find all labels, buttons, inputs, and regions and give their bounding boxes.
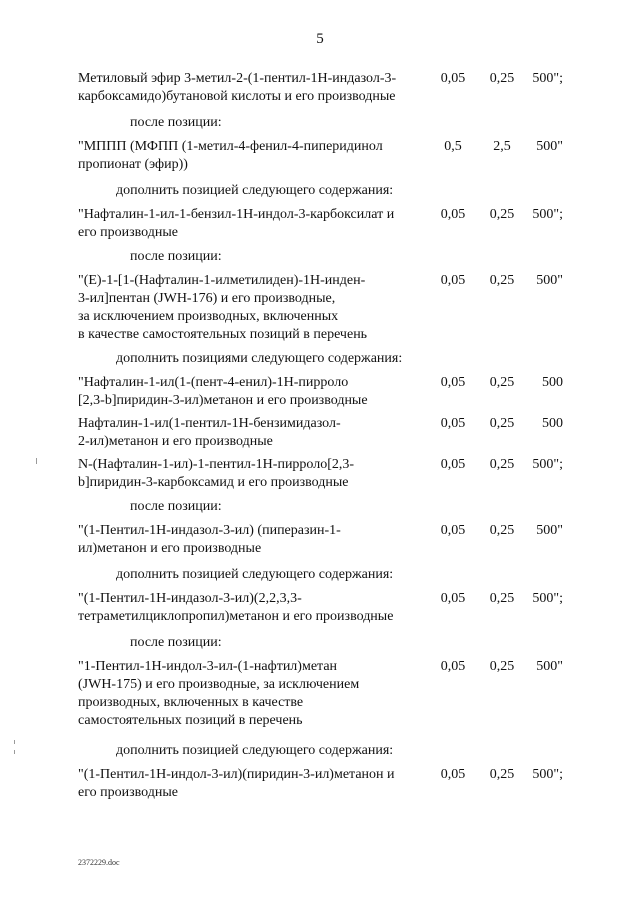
value-3: 500"; — [532, 767, 563, 782]
page-number: 5 — [316, 31, 324, 47]
instruction-text: после позиции: — [130, 249, 222, 264]
value-1: 0,05 — [440, 767, 466, 782]
value-3: 500" — [536, 523, 563, 538]
value-1: 0,05 — [440, 207, 466, 222]
value-2: 0,25 — [489, 375, 515, 390]
value-2: 0,25 — [489, 273, 515, 288]
value-3: 500" — [536, 659, 563, 674]
value-2: 0,25 — [489, 767, 515, 782]
value-1: 0,05 — [440, 375, 466, 390]
scan-mark — [36, 458, 37, 464]
value-3: 500"; — [532, 591, 563, 606]
value-2: 0,25 — [489, 207, 515, 222]
value-1: 0,05 — [440, 659, 466, 674]
value-1: 0,05 — [440, 416, 466, 431]
instruction-text: дополнить позицией следующего содержания: — [116, 743, 394, 758]
value-1: 0,05 — [440, 523, 466, 538]
substance-name: "1-Пентил-1Н-индол-3-ил-(1-нафтил)метан (JWH-175) и его производные, за исключением производных, включенных в качестве самостоятельных позиций в перечень — [78, 659, 360, 728]
value-3: 500" — [536, 273, 563, 288]
value-3: 500 — [542, 375, 563, 390]
value-3: 500"; — [532, 207, 563, 222]
value-2: 0,25 — [489, 457, 515, 472]
instruction-text: после позиции: — [130, 635, 222, 650]
scan-mark — [14, 740, 15, 744]
value-2: 0,25 — [489, 659, 515, 674]
value-3: 500" — [536, 139, 563, 154]
value-3: 500 — [542, 416, 563, 431]
substance-name: Метиловый эфир 3-метил-2-(1-пентил-1Н-индазол-3- карбоксамидо)бутановой кислоты и его производные — [78, 71, 397, 104]
instruction-text: после позиции: — [130, 115, 222, 130]
scan-mark — [14, 750, 15, 754]
substance-name: "МППП (МФПП (1-метил-4-фенил-4-пиперидинол пропионат (эфир)) — [78, 139, 383, 172]
value-2: 0,25 — [489, 71, 515, 86]
instruction-text: дополнить позицией следующего содержания: — [116, 567, 394, 582]
substance-name: "Нафталин-1-ил(1-(пент-4-енил)-1Н-пирроло [2,3-b]пиридин-3-ил)метанон и его производные — [78, 375, 368, 408]
value-2: 0,25 — [489, 591, 515, 606]
value-1: 0,05 — [440, 457, 466, 472]
instruction-text: после позиции: — [130, 499, 222, 514]
value-1: 0,05 — [440, 591, 466, 606]
value-3: 500"; — [532, 457, 563, 472]
instruction-text: дополнить позицией следующего содержания: — [116, 183, 394, 198]
substance-name: Нафталин-1-ил(1-пентил-1Н-бензимидазол- 2-ил)метанон и его производные — [78, 416, 341, 449]
value-2: 0,25 — [489, 523, 515, 538]
substance-name: "Нафталин-1-ил-1-бензил-1Н-индол-3-карбоксилат и его производные — [78, 207, 395, 240]
substance-name: "(1-Пентил-1Н-индол-3-ил)(пиридин-3-ил)метанон и его производные — [78, 767, 395, 800]
substance-name: "(1-Пентил-1Н-индазол-3-ил) (пиперазин-1- ил)метанон и его производные — [78, 523, 341, 556]
value-3: 500"; — [532, 71, 563, 86]
value-1: 0,05 — [440, 71, 466, 86]
value-2: 2,5 — [493, 139, 511, 154]
value-2: 0,25 — [489, 416, 515, 431]
instruction-text: дополнить позициями следующего содержания: — [116, 351, 403, 366]
footer-filename: 2372229.doc — [78, 858, 120, 867]
value-1: 0,5 — [444, 139, 462, 154]
substance-name: N-(Нафталин-1-ил)-1-пентил-1Н-пирроло[2,3- b]пиридин-3-карбоксамид и его производные — [78, 457, 355, 490]
substance-name: "(E)-1-[1-(Нафталин-1-илметилиден)-1Н-инден- 3-ил]пентан (JWH-176) и его производные, за исключением производных, включенных в качестве самостоятельных позиций в перечень — [78, 273, 368, 342]
substance-name: "(1-Пентил-1Н-индазол-3-ил)(2,2,3,3- тетраметилциклопропил)метанон и его производные — [78, 591, 394, 624]
value-1: 0,05 — [440, 273, 466, 288]
